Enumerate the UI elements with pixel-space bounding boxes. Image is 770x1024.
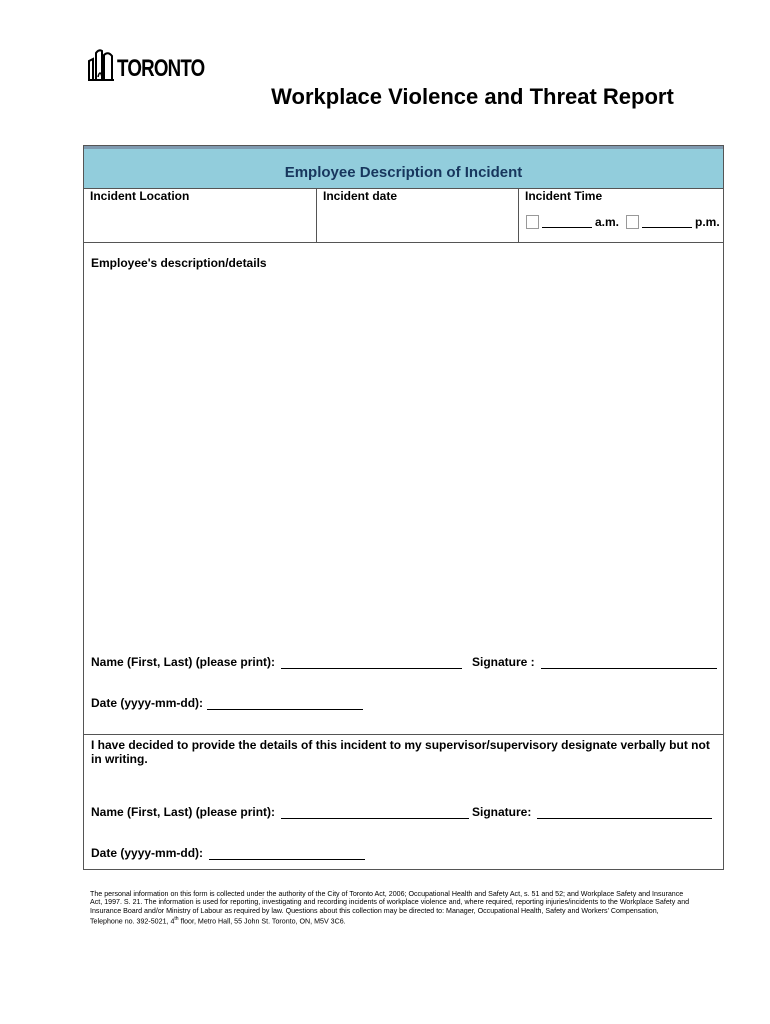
incident-location-field[interactable] [84, 189, 317, 242]
verbal-statement: I have decided to provide the details of this incident to my supervisor/supervisory designate verbally but not in writing. [91, 738, 710, 766]
am-label: a.m. [595, 215, 620, 229]
employee-name-row [91, 655, 462, 669]
verbal-name-line[interactable] [281, 806, 469, 819]
incident-date-field[interactable] [317, 189, 519, 242]
incident-location-label: Incident Location [90, 189, 190, 203]
employee-date-row [91, 696, 363, 710]
employee-signature-label: Signature : [472, 655, 535, 669]
pm-checkbox[interactable] [626, 215, 639, 229]
verbal-report-section [84, 734, 723, 869]
toronto-logo [88, 47, 229, 81]
verbal-date-line[interactable] [209, 847, 365, 860]
incident-form [83, 145, 724, 870]
page-title: Workplace Violence and Threat Report [271, 84, 674, 109]
verbal-date-row [91, 846, 365, 860]
logo-wordmark: TORONTO [117, 55, 205, 82]
employee-name-line[interactable] [281, 656, 462, 669]
city-hall-icon [88, 47, 114, 81]
verbal-signature-line[interactable] [537, 806, 712, 819]
pm-label: p.m. [695, 215, 720, 229]
pm-time-blank[interactable] [642, 217, 692, 228]
privacy-notice [90, 890, 690, 926]
privacy-notice-text-1: The personal information on this form is collected under the authority of the City of Toronto Act, 2006; Occupational Health and Safety Act, s. 51 and 52; and Workplace Safety and Insurance Act, 1997. S. 21. The information is used for reporting, investigating and recording incidents of workplace violence and, where required, reporting injuries/incidents to the Workplace Safety and Insurance Board and/or Ministry of Labour as required by law. Questions about this collection may be directed to: Manager, Occupational Health, Safety and Workers' Compensation, Telephone no. 392-5021, 4 [90, 890, 690, 926]
verbal-name-label: Name (First, Last) (please print): [91, 805, 276, 819]
am-checkbox[interactable] [526, 215, 539, 229]
incident-time-field [519, 189, 723, 242]
employee-signature-row [472, 655, 717, 669]
incident-info-row [84, 189, 723, 243]
employee-date-label: Date (yyyy-mm-dd): [91, 696, 204, 710]
privacy-notice-text-2: floor, Metro Hall, 55 John St. Toronto, ON, M5V 3C6. [178, 917, 346, 926]
time-options [526, 215, 720, 229]
verbal-signature-row [472, 805, 712, 819]
verbal-signature-label: Signature: [472, 805, 532, 819]
incident-time-label: Incident Time [525, 189, 603, 203]
privacy-notice-superscript: th [174, 916, 179, 923]
description-section [84, 242, 723, 735]
employee-name-label: Name (First, Last) (please print): [91, 655, 276, 669]
section-header [84, 149, 723, 189]
description-area[interactable] [91, 276, 716, 646]
verbal-date-label: Date (yyyy-mm-dd): [91, 846, 204, 860]
verbal-name-row [91, 805, 469, 819]
am-time-blank[interactable] [542, 217, 592, 228]
description-label: Employee's description/details [91, 256, 267, 270]
employee-date-line[interactable] [207, 697, 363, 710]
incident-date-label: Incident date [323, 189, 398, 203]
employee-signature-line[interactable] [541, 656, 717, 669]
section-header-text: Employee Description of Incident [284, 164, 523, 181]
